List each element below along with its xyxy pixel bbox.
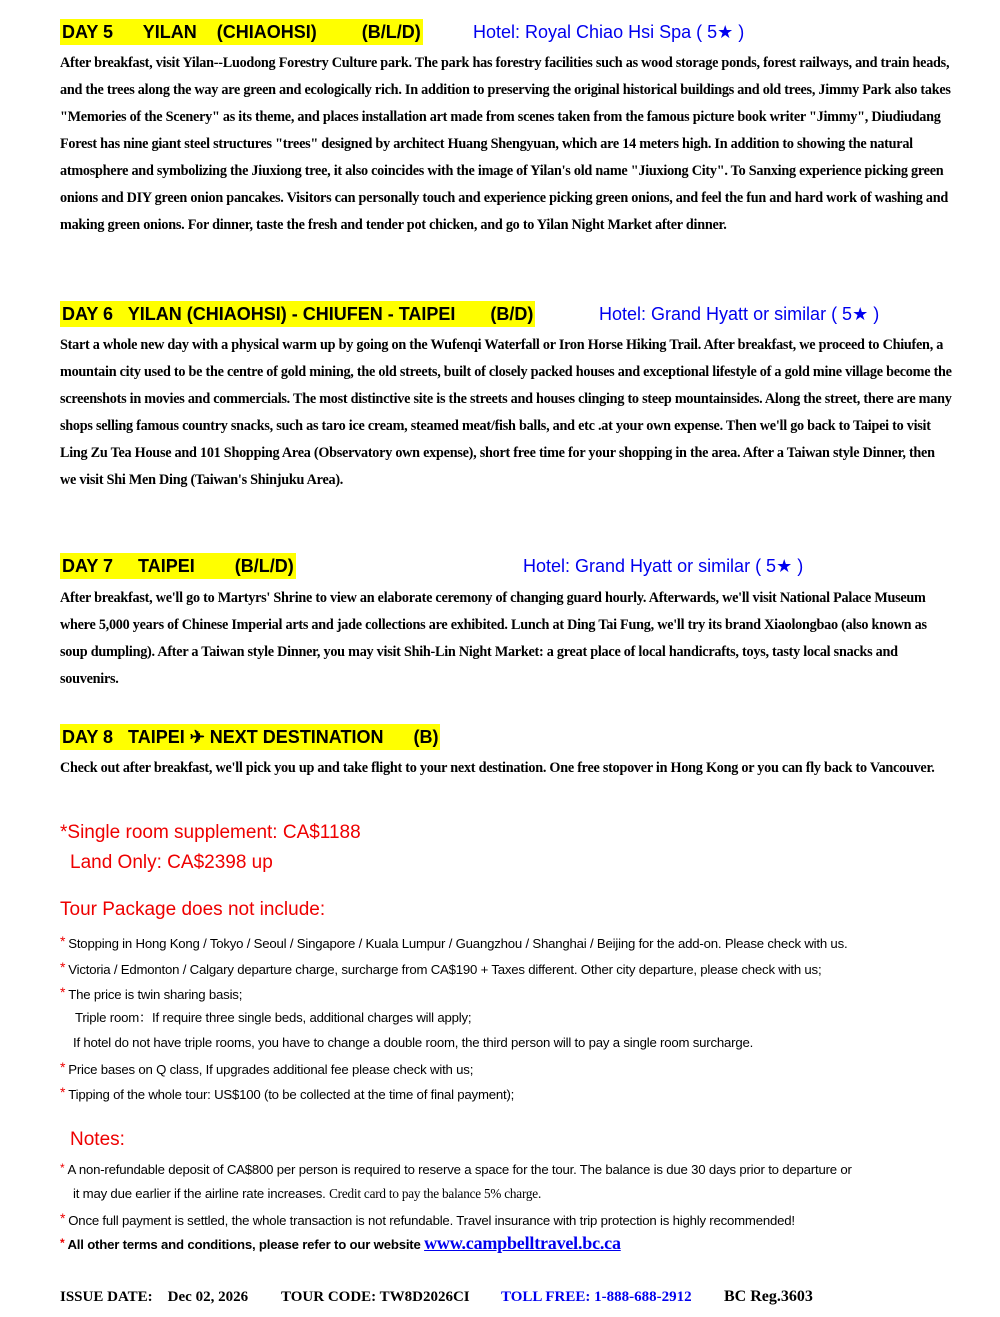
note-item xyxy=(60,1206,795,1233)
day5-hotel: Hotel: Royal Chiao Hsi Spa ( 5★ ) xyxy=(473,22,745,42)
asterisk-icon: * xyxy=(60,1210,66,1226)
asterisk-icon: * xyxy=(60,1161,65,1175)
tour-code: TOUR CODE: TW8D2026CI xyxy=(281,1289,470,1305)
exclusion-item xyxy=(60,1080,514,1107)
day7-title: DAY 7 TAIPEI (B/L/D) xyxy=(60,553,296,579)
note-item xyxy=(60,1231,621,1257)
exclusion-subitem: Triple room：If require three single beds, additional charges will apply; xyxy=(75,1010,472,1025)
note-text: it may due earlier if the airline rate increases. xyxy=(73,1186,326,1201)
exclusion-text: Tipping of the whole tour: US$100 (to be collected at the time of final payment); xyxy=(68,1087,515,1102)
note-text: Once full payment is settled, the whole transaction is not refundable. Travel insurance with trip protection is highly recommended! xyxy=(68,1213,795,1228)
bc-reg: BC Reg.3603 xyxy=(724,1288,813,1305)
asterisk-icon: * xyxy=(60,1236,65,1250)
exclusion-item xyxy=(60,955,821,982)
day6-hotel: Hotel: Grand Hyatt or similar ( 5★ ) xyxy=(599,304,880,324)
day8-description: Check out after breakfast, we'll pick you up and take flight to your next destination. One free stopover in Hong Kong or you can fly back to Vancouver. xyxy=(60,760,935,776)
day5-description: After breakfast, visit Yilan--Luodong Forestry Culture park. The park has forestry facilities such as wood storage ponds, forest railways, and train heads, and the trees along the way are green and ecologically rich. In addition to preserving the original historical buildings and old trees, Jimmy Park also takes "Memories of the Scenery" as its theme, and places installation art made from scenes taken from the famous picture book writer "Jimmy", Diudiudang Forest has nine giant steel structures "trees" designed by architect Huang Shengyuan, which are 14 meters high. In addition to showing the natural atmosphere and symbolizing the Jiuxiong tree, it also coincides with the image of Yilan's old name "Jiuxiong City". To Sanxing experience picking green onions and DIY green onion pancakes. Visitors can personally touch and experience picking green onions, and feel the fun and hard work of washing and making green onions. For dinner, taste the fresh and tender pot chicken, and go to Yilan Night Market after dinner. xyxy=(60,55,951,233)
exclusion-text: Victoria / Edmonton / Calgary departure charge, surcharge from CA$190 + Taxes different. Other city departure, please check with us; xyxy=(68,962,822,977)
day8-title: DAY 8 TAIPEI ✈ NEXT DESTINATION (B) xyxy=(60,724,440,750)
exclusion-text: Price bases on Q class, If upgrades additional fee please check with us; xyxy=(68,1062,474,1077)
day6-title: DAY 6 YILAN (CHIAOHSI) - CHIUFEN - TAIPEI (B/D) xyxy=(60,301,535,327)
asterisk-icon: * xyxy=(60,1059,66,1075)
day6-description: Start a whole new day with a physical warm up by going on the Wufenqi Waterfall or Iron Horse Hiking Trail. After breakfast, we proceed to Chiufen, a mountain city used to be the centre of gold mining, the old streets, built of closely packed houses and exceptional lifestyle of a gold mine village become the screenshots in movies and commercials. The most distinctive site is the streets and houses clinging to steep mountainsides. Along the street, there are many shops selling famous country snacks, such as taro ice cream, steamed meat/fish balls, and etc .at your own expense. Then we'll go back to Taipei to visit Ling Zu Tea House and 101 Shopping Area (Observatory own expense), short free time for your shopping in the area. After a Taiwan style Dinner, then we visit Shi Men Ding (Taiwan's Shinjuku Area). xyxy=(60,337,952,488)
exclusion-subitem: If hotel do not have triple rooms, you have to change a double room, the third person will to pay a single room surcharge. xyxy=(73,1035,754,1050)
exclusion-text: Stopping in Hong Kong / Tokyo / Seoul / Singapore / Kuala Lumpur / Guangzhou / Shanghai / Beijing for the add-on. Please check with us. xyxy=(68,936,848,951)
exclusion-item xyxy=(60,929,847,956)
issue-date: ISSUE DATE: Dec 02, 2026 xyxy=(60,1289,249,1305)
day5-header xyxy=(60,19,423,45)
asterisk-icon: * xyxy=(60,933,66,949)
exclusions-title: Tour Package does not include: xyxy=(60,899,326,920)
asterisk-icon: * xyxy=(60,959,66,975)
note-text: Credit card to pay the balance 5% charge. xyxy=(329,1186,542,1201)
single-supplement: *Single room supplement: CA$1188 xyxy=(60,822,361,843)
day8-header xyxy=(60,724,440,750)
note-text: A non-refundable deposit of CA$800 per person is required to reserve a space for the tour. The balance is due 30 days prior to departure or xyxy=(67,1162,852,1177)
exclusion-item xyxy=(60,1055,473,1082)
note-item xyxy=(60,1156,852,1182)
day7-hotel: Hotel: Grand Hyatt or similar ( 5★ ) xyxy=(523,556,804,576)
exclusion-text: The price is twin sharing basis; xyxy=(68,987,243,1002)
note-text: All other terms and conditions, please refer to our website xyxy=(67,1237,421,1252)
land-only-price: Land Only: CA$2398 up xyxy=(70,852,273,873)
day7-header xyxy=(60,553,296,579)
day5-title: DAY 5 YILAN (CHIAOHSI) (B/L/D) xyxy=(60,19,423,45)
toll-free: TOLL FREE: 1-888-688-2912 xyxy=(501,1289,692,1305)
notes-title: Notes: xyxy=(70,1129,125,1150)
website-link[interactable]: www.campbelltravel.bc.ca xyxy=(424,1233,621,1253)
note-continuation xyxy=(73,1181,541,1206)
asterisk-icon: * xyxy=(60,984,66,1000)
day6-header xyxy=(60,301,535,327)
exclusion-item xyxy=(60,980,242,1007)
asterisk-icon: * xyxy=(60,1084,66,1100)
day7-description: After breakfast, we'll go to Martyrs' Shrine to view an elaborate ceremony of changing guard hourly. Afterwards, we'll visit National Palace Museum where 5,000 years of Chinese Imperial arts and jade collections are exhibited. Lunch at Ding Tai Fung, we'll try its brand Xiaolongbao (also known as soup dumpling). After a Taiwan style Dinner, you may visit Shih-Lin Night Market: a great place of local handicrafts, toys, tasty local snacks and souvenirs. xyxy=(60,590,927,687)
